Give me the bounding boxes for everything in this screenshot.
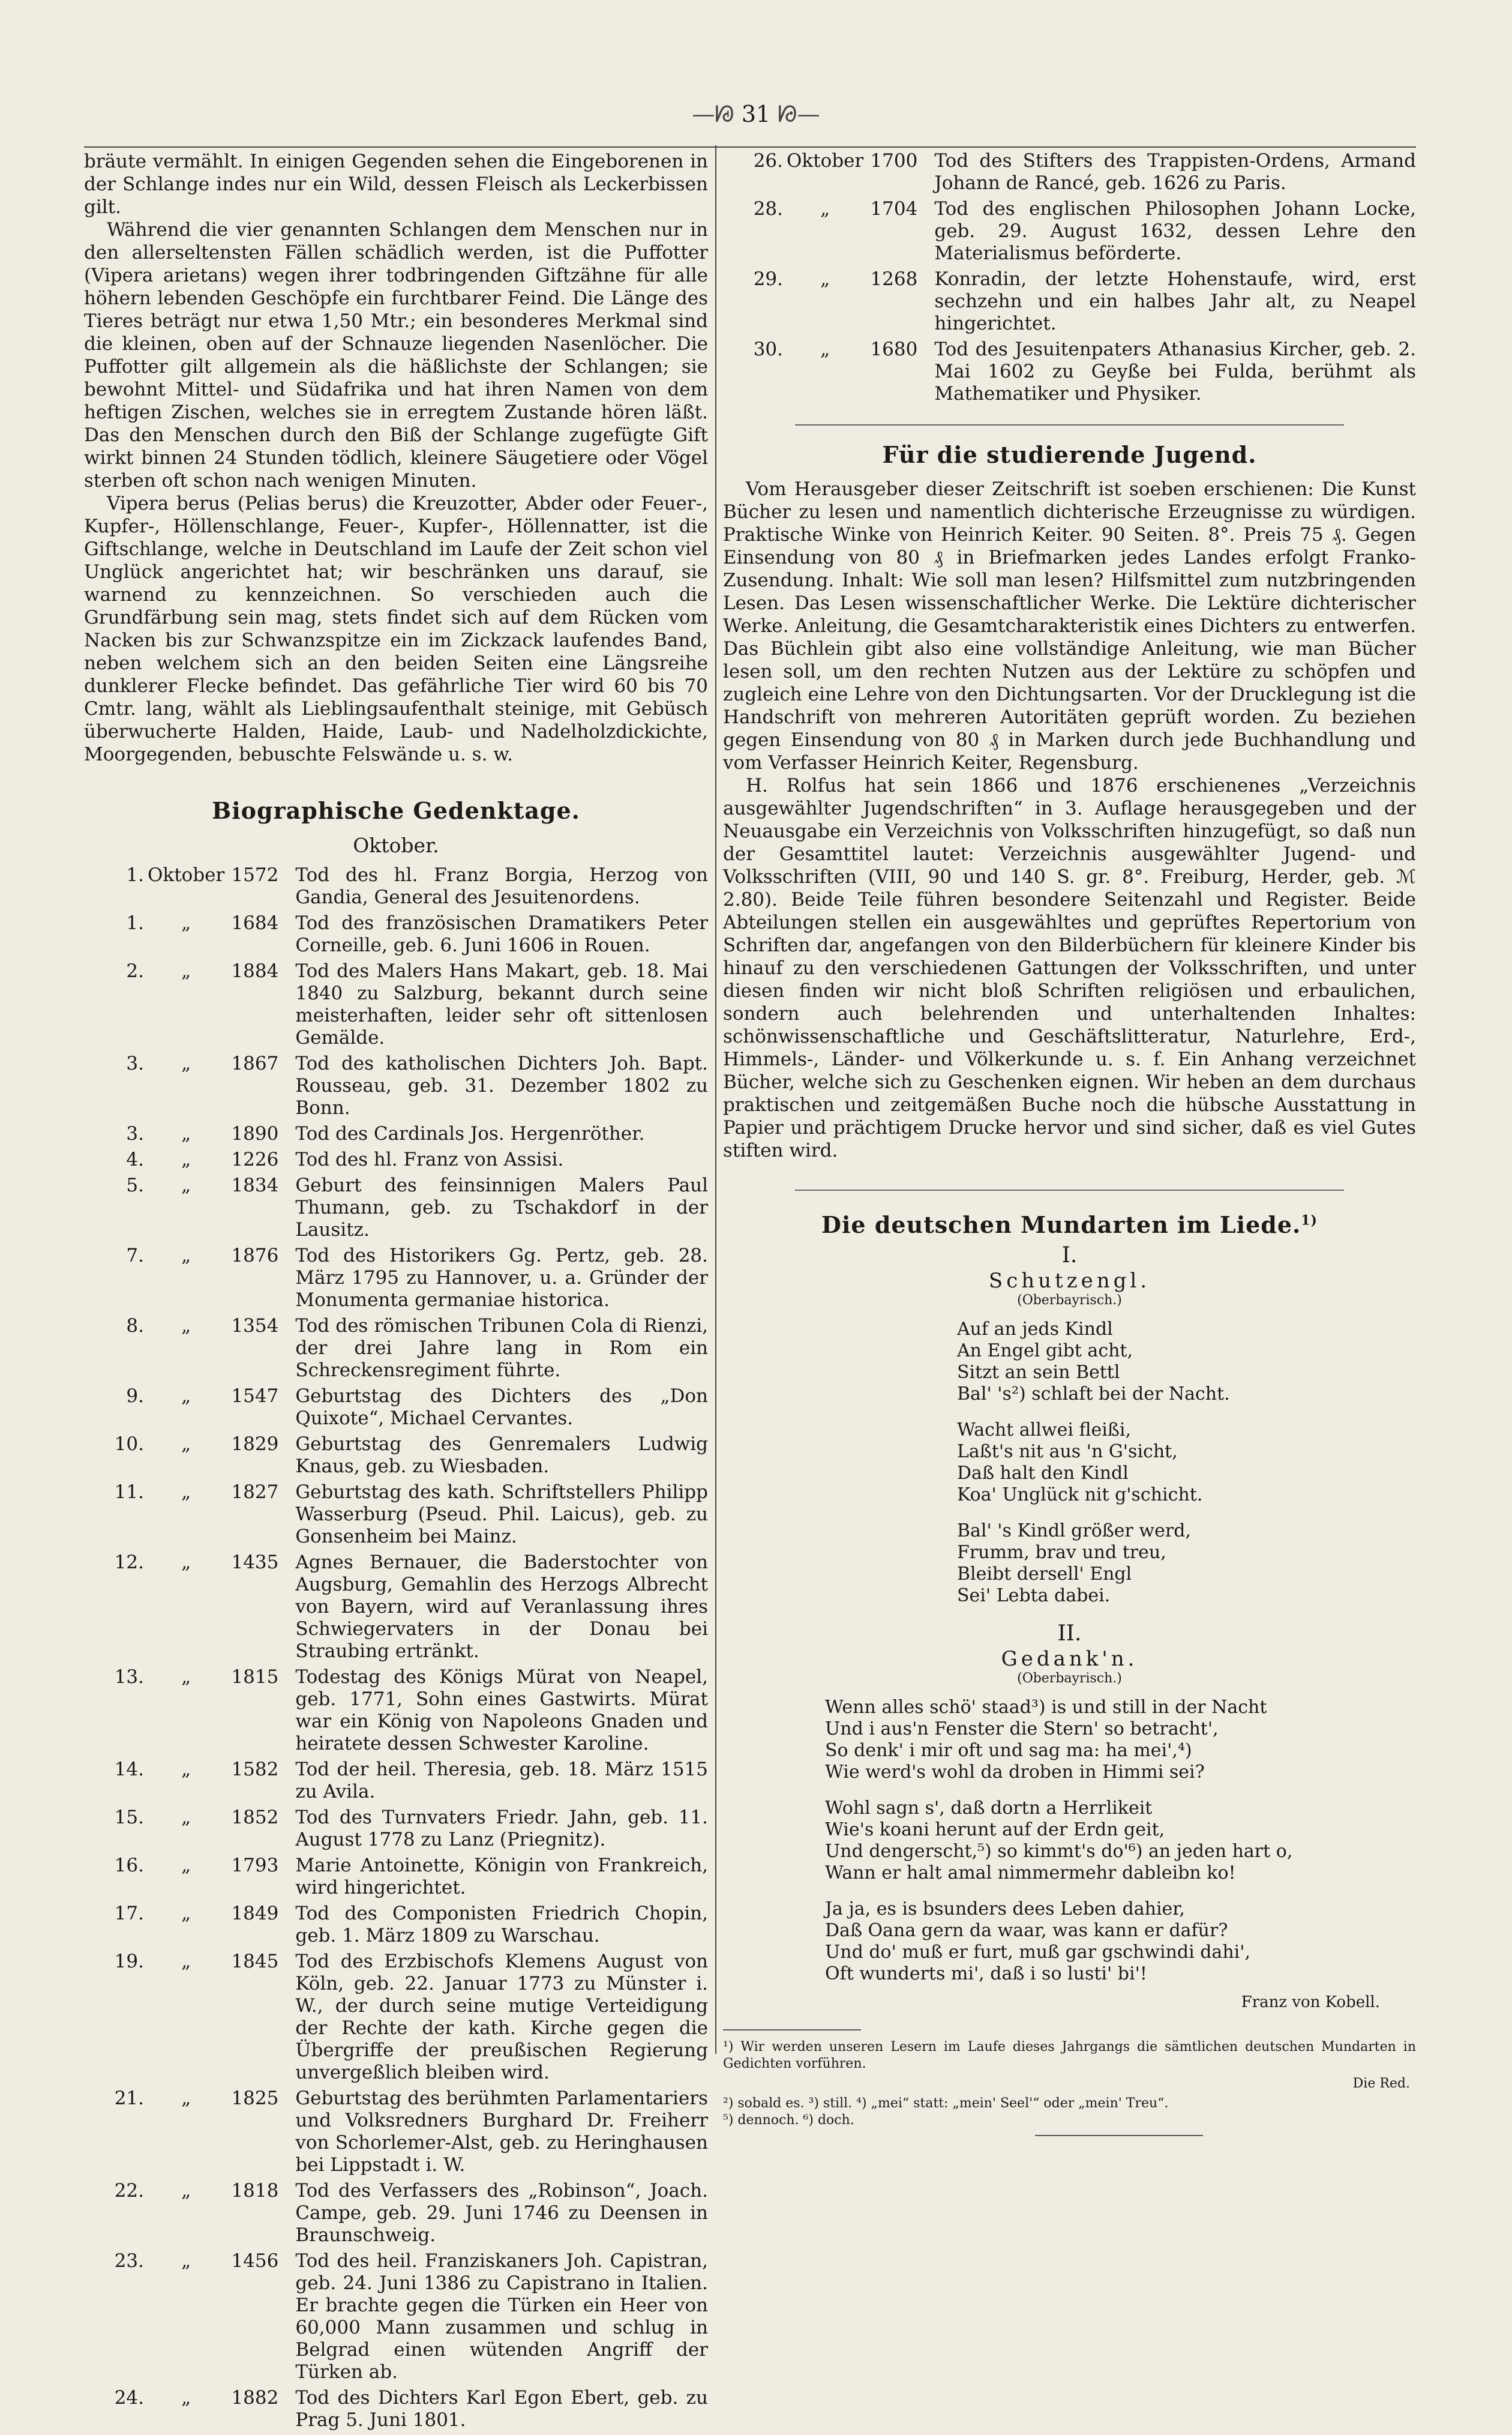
entry-year: 1268 bbox=[870, 268, 918, 290]
poem-line: Laßt's nit aus 'n G'sicht, bbox=[957, 1441, 1178, 1462]
gedenktag-row bbox=[84, 1245, 708, 1315]
poem-dialect: (Oberbayrisch.) bbox=[1017, 1293, 1122, 1308]
entry-day: 11. bbox=[114, 1481, 144, 1503]
entry-year: 1849 bbox=[231, 1903, 279, 1924]
entry-month: „ bbox=[181, 1245, 191, 1266]
right-ornament: ᘙ— bbox=[778, 101, 820, 127]
gedenktag-row bbox=[84, 2180, 708, 2250]
entry-year: 1572 bbox=[231, 864, 279, 886]
gedenktag-row bbox=[84, 1315, 708, 1385]
entry-text: Tod des hl. Franz von Assisi. bbox=[295, 1149, 564, 1170]
section-title-jugend: Für die studierende Jugend. bbox=[882, 441, 1257, 468]
gedenktag-row bbox=[84, 2087, 708, 2180]
poem-line: Daß halt den Kindl bbox=[957, 1463, 1129, 1484]
entry-month: „ bbox=[181, 2387, 191, 2409]
entry-text: Geburtstag des kath. Schriftstellers Philipp Wasserburg (Pseud. Phil. Laicus), geb. zu Gonsenheim bei Mainz. bbox=[295, 1481, 708, 1547]
entry-day: 23. bbox=[114, 2250, 144, 2272]
entry-year: 1704 bbox=[870, 198, 918, 220]
entry-day: 16. bbox=[114, 1855, 144, 1876]
entry-day: 9. bbox=[126, 1385, 144, 1407]
section-title-mundarten bbox=[723, 1211, 1416, 1238]
entry-month: „ bbox=[181, 1315, 191, 1337]
entry-year: 1829 bbox=[231, 1433, 279, 1455]
poem-line: Wie's koani herunt auf der Erdn geit, bbox=[825, 1819, 1165, 1840]
entry-month: „ bbox=[181, 1666, 191, 1688]
poem-line: Und dengerscht,⁵) so kimmt's do'⁶) an jeden hart o, bbox=[825, 1841, 1293, 1862]
entry-day: 3. bbox=[126, 1123, 144, 1145]
entry-year: 1547 bbox=[231, 1385, 279, 1407]
month-heading: Oktober. bbox=[353, 834, 439, 857]
entry-month: „ bbox=[181, 1433, 191, 1455]
entry-month: „ bbox=[820, 268, 830, 290]
entry-text: Tod des Dichters Karl Egon Ebert, geb. zu Prag 5. Juni 1801. bbox=[295, 2387, 708, 2431]
poem-title: Schutzengl. bbox=[988, 1269, 1151, 1293]
poem-line: Ja ja, es is bsunders dees Leben dahier, bbox=[825, 1898, 1185, 1919]
entry-month: „ bbox=[181, 1175, 191, 1196]
gedenktag-row bbox=[84, 912, 708, 960]
entry-month: „ bbox=[820, 198, 830, 220]
entry-year: 1815 bbox=[231, 1666, 279, 1688]
entry-text: Tod des französischen Dramatikers Peter Corneille, geb. 6. Juni 1606 in Rouen. bbox=[295, 912, 708, 956]
poem-line: Koa' Unglück nit g'schicht. bbox=[957, 1484, 1203, 1505]
poem-line: Sitzt an sein Bettl bbox=[957, 1362, 1120, 1383]
entry-day: 30. bbox=[753, 339, 783, 360]
gedenktag-row bbox=[84, 960, 708, 1053]
entry-month: „ bbox=[820, 339, 830, 360]
entry-text: Konradin, der letzte Hohenstaufe, wird, erst sechzehn und ein halbes Jahr alt, zu Neapel hingerichtet. bbox=[934, 268, 1416, 334]
gedenktag-row bbox=[84, 864, 708, 912]
gedenktag-row bbox=[723, 339, 1416, 409]
gedenktag-row bbox=[84, 1759, 708, 1807]
poem-dialect: (Oberbayrisch.) bbox=[1017, 1671, 1122, 1686]
entry-text: Geburtstag des Dichters des „Don Quixote“, Michael Cervantes. bbox=[295, 1385, 708, 1429]
section-title-gedenktage: Biographische Gedenktage. bbox=[212, 797, 580, 824]
entry-text: Tod des katholischen Dichters Joh. Bapt. Rousseau, geb. 31. Dezember 1802 zu Bonn. bbox=[295, 1053, 708, 1119]
end-rule bbox=[1035, 2135, 1203, 2136]
gedenktag-row bbox=[84, 1807, 708, 1855]
page-number: 31 bbox=[741, 101, 771, 127]
entry-day: 10. bbox=[114, 1433, 144, 1455]
poem-author: Franz von Kobell. bbox=[1241, 1993, 1380, 2011]
entry-year: 1884 bbox=[231, 960, 279, 982]
entry-text: Todestag des Königs Mürat von Neapel, geb. 1771, Sohn eines Gastwirts. Mürat war ein König von Napoleons Gnaden und heiratete dessen Schwester Karoline. bbox=[295, 1666, 708, 1754]
entry-month: „ bbox=[181, 1149, 191, 1170]
entry-text: Tod des römischen Tribunen Cola di Rienzi, der drei Jahre lang in Rom ein Schreckensregiment führte. bbox=[295, 1315, 708, 1381]
entry-month: „ bbox=[181, 1123, 191, 1145]
column-divider bbox=[715, 145, 716, 2054]
poem-stanza bbox=[957, 1419, 1416, 1506]
poem-schutzengl bbox=[723, 1319, 1416, 1607]
poem-stanza bbox=[825, 1697, 1416, 1783]
footnote: ⁵) dennoch. ⁶) doch. bbox=[723, 2113, 854, 2128]
gedenktag-row bbox=[84, 1552, 708, 1666]
entry-day: 5. bbox=[126, 1175, 144, 1196]
poem-stanza bbox=[825, 1898, 1416, 1985]
divider bbox=[795, 424, 1344, 426]
entry-text: Geburtstag des Genremalers Ludwig Knaus, geb. zu Wiesbaden. bbox=[295, 1433, 708, 1477]
gedenktag-row bbox=[84, 1385, 708, 1433]
header-rule bbox=[84, 146, 1416, 148]
poem-line: So denk' i mir oft und sag ma: ha mei',⁴) bbox=[825, 1740, 1192, 1761]
entry-day: 1. bbox=[126, 912, 144, 934]
entry-year: 1825 bbox=[231, 2087, 279, 2109]
entry-year: 1834 bbox=[231, 1175, 279, 1196]
entry-text: Tod des Historikers Gg. Pertz, geb. 28. März 1795 zu Hannover, u. a. Gründer der Monumenta germaniae historica. bbox=[295, 1245, 708, 1311]
paragraph: bräute vermählt. In einigen Gegenden sehen die Eingeborenen in der Schlange indes nur ein Wild, dessen Fleisch als Leckerbissen gilt. bbox=[84, 151, 708, 218]
divider bbox=[795, 1190, 1344, 1191]
entry-month: „ bbox=[181, 1053, 191, 1074]
entry-day: 24. bbox=[114, 2387, 144, 2409]
entry-day: 13. bbox=[114, 1666, 144, 1688]
gedenktag-row bbox=[84, 1053, 708, 1123]
footnote: ¹) Wir werden unseren Lesern im Laufe dieses Jahrgangs die sämtlichen deutschen Mundarten in Gedichten vorführen. bbox=[723, 2039, 1416, 2071]
gedenktag-row bbox=[84, 1855, 708, 1903]
paragraph: H. Rolfus hat sein 1866 und 1876 erschienenes „Verzeichnis ausgewählter Jugendschriften“ in 3. Auflage herausgegeben und der Neuausgabe ein Verzeichnis von Volksschriften hinzugefügt, so daß nun der Gesamttitel lautet: Verzeichnis ausgewählter Jugend- und Volksschriften (VIII, 90 und 140 S. gr. 8°. Freiburg, Herder, geb. ℳ 2.80). Beide Teile führen besondere Seitenzahl und Register. Beide Abteilungen stellen ein ausgewähltes und geprüftes Repertorium von Schriften dar, angefangen von den Bilderbüchern für kleinere Kinder bis hinauf zu den verschiedenen Gattungen der Volksschriften, und unter diesen finden wir nicht bloß Schriften religiösen und erbaulichen, sondern auch belehrenden und unterhaltenden Inhaltes: schönwissenschaftliche und Geschäftslitteratur, Naturlehre, Erd-, Himmels-, Länder- und Völkerkunde u. s. f. Ein Anhang verzeichnet Bücher, welche sich zu Geschenken eignen. Wir heben an dem durchaus praktischen und zeitgemäßen Buche noch die hübsche Ausstattung in Papier und prächtigem Drucke hervor und sind sicher, daß es viel Gutes stiften wird. bbox=[723, 775, 1416, 1161]
poem-gedanken bbox=[723, 1697, 1416, 1985]
entry-text: Tod des Jesuitenpaters Athanasius Kircher, geb. 2. Mai 1602 zu Geyße bei Fulda, berühmt als Mathematiker und Physiker. bbox=[934, 339, 1416, 405]
entry-month: „ bbox=[181, 1552, 191, 1573]
gedenktag-row bbox=[84, 1903, 708, 1951]
gedenktag-row bbox=[84, 2250, 708, 2387]
poem-line: An Engel gibt acht, bbox=[957, 1340, 1133, 1361]
entry-day: 7. bbox=[126, 1245, 144, 1266]
left-ornament: —ᘘ bbox=[692, 101, 734, 127]
entry-year: 1700 bbox=[870, 150, 918, 172]
entry-year: 1354 bbox=[231, 1315, 279, 1337]
entry-month: „ bbox=[181, 1951, 191, 1972]
entry-year: 1793 bbox=[231, 1855, 279, 1876]
entry-day: 4. bbox=[126, 1149, 144, 1170]
gedenktag-row bbox=[84, 1123, 708, 1149]
gedenktag-row bbox=[723, 268, 1416, 339]
poem-numeral: II. bbox=[1057, 1621, 1082, 1646]
entry-text: Tod des heil. Franziskaners Joh. Capistran, geb. 24. Juni 1386 zu Capistrano in Italien. Er brachte gegen die Türken ein Heer von 60,000 Mann zusammen und schlug in Belgrad einen wütenden Angriff der Türken ab. bbox=[295, 2250, 708, 2383]
entry-month: „ bbox=[181, 1855, 191, 1876]
paragraph: Während die vier genannten Schlangen dem Menschen nur in den allerseltensten Fällen schädlich werden, ist die Puffotter (Vipera arietans) wegen ihrer todbringenden Giftzähne für alle höhern lebenden Geschöpfe ein furchtbarer Feind. Die Länge des Tieres beträgt nur etwa 1,50 Mtr.; ein besonderes Merkmal sind die kleinen, oben auf der Schnauze liegenden Nasenlöcher. Die Puffotter gilt allgemein als die häßlichste der Schlangen; sie bewohnt Mittel- und Südafrika und hat ihren Namen von dem heftigen Zischen, welches sie in erregtem Zustande hören läßt. Das den Menschen durch den Biß der Schlange zugefügte Gift wirkt binnen 24 Stunden tödlich, kleinere Säugetiere oder Vögel sterben oft schon nach wenigen Minuten. bbox=[84, 219, 708, 492]
poem-title: Gedank'n. bbox=[1001, 1647, 1138, 1671]
gedenktage-table-continued bbox=[723, 150, 1416, 409]
entry-text: Tod des Componisten Friedrich Chopin, geb. 1. März 1809 zu Warschau. bbox=[295, 1903, 708, 1946]
gedenktag-row bbox=[84, 2387, 708, 2435]
entry-month: „ bbox=[181, 1759, 191, 1780]
entry-day: 12. bbox=[114, 1552, 144, 1573]
left-column bbox=[84, 150, 708, 2435]
poem-line: Bal' 's Kindl größer werd, bbox=[957, 1520, 1191, 1541]
entry-year: 1882 bbox=[231, 2387, 279, 2409]
entry-day: 2. bbox=[126, 960, 144, 982]
footnote: ²) sobald es. ³) still. ⁴) „mei“ statt: „mein' Seel'“ oder „mein' Treu“. bbox=[723, 2096, 1169, 2111]
entry-month: Oktober bbox=[787, 150, 864, 172]
entry-day: 15. bbox=[114, 1807, 144, 1828]
poem-line: Auf an jeds Kindl bbox=[957, 1319, 1113, 1340]
entry-text: Marie Antoinette, Königin von Frankreich, wird hingerichtet. bbox=[295, 1855, 708, 1898]
page-header bbox=[0, 101, 1512, 128]
gedenktag-row bbox=[84, 1481, 708, 1552]
poem-stanza bbox=[957, 1319, 1416, 1405]
entry-day: 22. bbox=[114, 2180, 144, 2202]
entry-year: 1582 bbox=[231, 1759, 279, 1780]
poem-line: Und do' muß er furt, muß gar gschwindi dahi', bbox=[825, 1942, 1251, 1963]
entry-year: 1226 bbox=[231, 1149, 279, 1170]
footnote-rule bbox=[723, 2029, 861, 2030]
entry-day: 19. bbox=[114, 1951, 144, 1972]
entry-text: Tod des englischen Philosophen Johann Locke, geb. 29. August 1632, dessen Lehre den Materialismus beförderte. bbox=[934, 198, 1416, 264]
paragraph: Vom Herausgeber dieser Zeitschrift ist soeben erschienen: Die Kunst Bücher zu lesen und namentlich dichterische Erzeugnisse zu würdigen. Praktische Winke von Heinrich Keiter. 90 Seiten. 8°. Preis 75 ₰. Gegen Einsendung von 80 ₰ in Briefmarken jedes Landes erfolgt Franko-Zusendung. Inhalt: Wie soll man lesen? Hilfsmittel zum nutzbringenden Lesen. Das Lesen wissenschaftlicher Werke. Die Lektüre dichterischer Werke. Anleitung, die Gesamtcharakteristik eines Dichters zu entwerfen. Das Büchlein gibt also eine vollständige Anleitung, wie man Bücher lesen soll, um den rechten Nutzen aus der Lektüre zu schöpfen und zugleich eine Lehre von den Dichtungsarten. Vor der Drucklegung ist die Handschrift von mehreren Autoritäten geprüft worden. Zu beziehen gegen Einsendung von 80 ₰ in Marken durch jede Buchhandlung und vom Verfasser Heinrich Keiter, Regensburg. bbox=[723, 478, 1416, 774]
entry-month: „ bbox=[181, 2087, 191, 2109]
entry-text: Tod der heil. Theresia, geb. 18. März 1515 zu Avila. bbox=[295, 1759, 708, 1802]
poem-line: Wohl sagn s', daß dortn a Herrlikeit bbox=[825, 1798, 1153, 1819]
right-column bbox=[723, 150, 1416, 2136]
entry-month: „ bbox=[181, 1807, 191, 1828]
entry-day: 28. bbox=[753, 198, 783, 220]
gedenktage-table bbox=[84, 864, 708, 2435]
gedenktag-row bbox=[84, 1666, 708, 1759]
poem-line: Wenn alles schö' staad³) is und still in der Nacht bbox=[825, 1697, 1267, 1718]
entry-text: Geburtstag des berühmten Parlamentariers und Volksredners Burghard Dr. Freiherr von Schorlemer-Alst, geb. zu Heringhausen bei Lippstadt i. W. bbox=[295, 2087, 708, 2176]
gedenktag-row bbox=[84, 1951, 708, 2087]
mundarten-title-text: Die deutschen Mundarten im Liede. bbox=[821, 1211, 1301, 1238]
entry-text: Tod des Turnvaters Friedr. Jahn, geb. 11. August 1778 zu Lanz (Priegnitz). bbox=[295, 1807, 708, 1850]
entry-day: 1. bbox=[126, 864, 144, 886]
entry-month: „ bbox=[181, 1903, 191, 1924]
entry-year: 1827 bbox=[231, 1481, 279, 1503]
paragraph: Vipera berus (Pelias berus) die Kreuzotter, Abder oder Feuer-, Kupfer-, Höllenschlange, Feuer-, Kupfer-, Höllennatter, ist die Giftschlange, welche in Deutschland im Laufe der Zeit schon viel Unglück angerichtet hat; wir beschränken uns darauf, sie warnend zu kennzeichnen. So verschieden auch die Grundfärbung sein mag, stets findet sich auf dem Rücken vom Nacken bis zur Schwanzspitze ein im Zickzack laufendes Band, neben welchem sich an den beiden Seiten eine Längsreihe dunklerer Flecke befindet. Das gefährliche Tier wird 60 bis 70 Cmtr. lang, wählt als Lieblingsaufenthalt steinige, mit Gebüsch überwucherte Halden, Haide, Laub- und Nadelholzdickichte, Moorgegenden, bebuschte Felswände u. s. w. bbox=[84, 493, 708, 765]
poem-line: Und i aus'n Fenster die Stern' so betracht', bbox=[825, 1718, 1219, 1739]
gedenktag-row bbox=[723, 150, 1416, 198]
entry-year: 1876 bbox=[231, 1245, 279, 1266]
gedenktag-row bbox=[723, 198, 1416, 268]
entry-year: 1680 bbox=[870, 339, 918, 360]
entry-day: 14. bbox=[114, 1759, 144, 1780]
entry-day: 8. bbox=[126, 1315, 144, 1337]
poem-line: Wie werd's wohl da droben in Himmi sei? bbox=[825, 1762, 1205, 1783]
entry-month: „ bbox=[181, 2250, 191, 2272]
poem-line: Wann er halt amal nimmermehr dableibn ko! bbox=[825, 1862, 1236, 1883]
entry-day: 21. bbox=[114, 2087, 144, 2109]
entry-month: „ bbox=[181, 960, 191, 982]
gedenktag-row bbox=[84, 1433, 708, 1481]
entry-day: 17. bbox=[114, 1903, 144, 1924]
entry-year: 1852 bbox=[231, 1807, 279, 1828]
poem-line: Oft wunderts mi', daß i so lusti' bi'! bbox=[825, 1963, 1147, 1984]
entry-month: „ bbox=[181, 1385, 191, 1407]
entry-month: „ bbox=[181, 912, 191, 934]
entry-year: 1435 bbox=[231, 1552, 279, 1573]
entry-text: Tod des Verfassers des „Robinson“, Joach. Campe, geb. 29. Juni 1746 zu Deensen in Braunschweig. bbox=[295, 2180, 708, 2246]
entry-text: Tod des hl. Franz Borgia, Herzog von Gandia, General des Jesuitenordens. bbox=[295, 864, 708, 908]
poem-line: Bleibt dersell' Engl bbox=[957, 1564, 1132, 1585]
poem-numeral: I. bbox=[1061, 1243, 1078, 1268]
entry-year: 1684 bbox=[231, 912, 279, 934]
footnote-editor: Die Red. bbox=[1352, 2076, 1410, 2091]
footnote-marker: 1) bbox=[1301, 1212, 1318, 1229]
entry-year: 1867 bbox=[231, 1053, 279, 1074]
poem-line: Sei' Lebta dabei. bbox=[957, 1585, 1111, 1606]
poem-line: Daß Oana gern da waar, was kann er dafür? bbox=[825, 1920, 1228, 1941]
entry-month: Oktober bbox=[148, 864, 225, 886]
poem-line: Wacht allwei fleißi, bbox=[957, 1419, 1131, 1440]
entry-year: 1818 bbox=[231, 2180, 279, 2202]
entry-text: Agnes Bernauer, die Baderstochter von Augsburg, Gemahlin des Herzogs Albrecht von Bayern, wird auf Veranlassung ihres Schwiegervaters in der Donau bei Straubing ertränkt. bbox=[295, 1552, 708, 1662]
entry-text: Geburt des feinsinnigen Malers Paul Thumann, geb. zu Tschakdorf in der Lausitz. bbox=[295, 1175, 708, 1241]
poem-stanza bbox=[825, 1798, 1416, 1884]
entry-month: „ bbox=[181, 2180, 191, 2202]
poem-line: Bal' 's²) schlaft bei der Nacht. bbox=[957, 1383, 1230, 1404]
entry-day: 3. bbox=[126, 1053, 144, 1074]
entry-month: „ bbox=[181, 1481, 191, 1503]
gedenktag-row bbox=[84, 1149, 708, 1175]
entry-year: 1456 bbox=[231, 2250, 279, 2272]
entry-text: Tod des Stifters des Trappisten-Ordens, Armand Johann de Rancé, geb. 1626 zu Paris. bbox=[934, 150, 1416, 194]
poem-stanza bbox=[957, 1520, 1416, 1607]
entry-year: 1890 bbox=[231, 1123, 279, 1145]
entry-text: Tod des Malers Hans Makart, geb. 18. Mai 1840 zu Salzburg, bekannt durch seine meisterhaften, leider sehr oft sittenlosen Gemälde. bbox=[295, 960, 708, 1049]
poem-line: Frumm, brav und treu, bbox=[957, 1542, 1166, 1563]
entry-text: Tod des Cardinals Jos. Hergenröther. bbox=[295, 1123, 645, 1145]
entry-year: 1845 bbox=[231, 1951, 279, 1972]
entry-text: Tod des Erzbischofs Klemens August von Köln, geb. 22. Januar 1773 zu Münster i. W., der durch seine mutige Verteidigung der Rechte der kath. Kirche gegen die Übergriffe der preußischen Regierung unvergeßlich bleiben wird. bbox=[295, 1951, 708, 2083]
entry-day: 29. bbox=[753, 268, 783, 290]
entry-day: 26. bbox=[753, 150, 783, 172]
gedenktag-row bbox=[84, 1175, 708, 1245]
